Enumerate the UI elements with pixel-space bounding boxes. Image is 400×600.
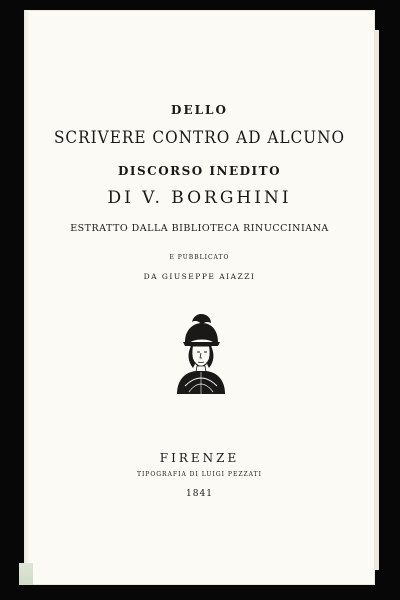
imprint-printer: TIPOGRAFIA DI LUIGI PEZZATI	[136, 471, 263, 478]
source-line: ESTRATTO DALLA BIBLIOTECA RINUCCINIANA	[70, 223, 329, 234]
editor-line: DA GIUSEPPE AIAZZI	[143, 272, 256, 281]
published-line: E PUBBLICATO	[169, 254, 230, 261]
title-page	[24, 10, 375, 585]
page-edge	[375, 30, 379, 570]
imprint-city: FIRENZE	[159, 451, 240, 465]
helmeted-bust-icon	[171, 312, 231, 396]
title-line-main: SCRIVERE CONTRO AD ALCUNO	[53, 128, 346, 148]
author-line: DI V. BORGHINI	[107, 188, 292, 208]
spine-mark	[19, 563, 33, 585]
title-line-dello: DELLO	[171, 103, 228, 117]
imprint-year: 1841	[186, 489, 213, 499]
subtitle-discorso: DISCORSO INEDITO	[117, 164, 282, 178]
